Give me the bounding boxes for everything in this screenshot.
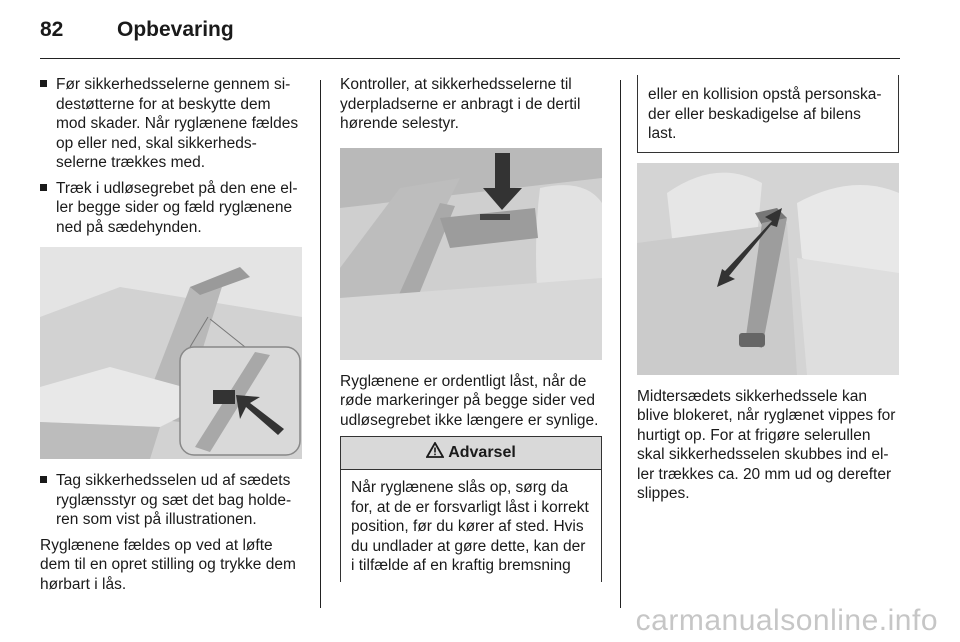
warning-body: Når ryglænene slås op, sørg da for, at de er forsvarligt låst i korrekt position, før du kører af sted. Hvis du undlader at gøre dette, kan der i tilfælde af en kraftig bremsning: [351, 479, 589, 574]
body-paragraph: Ryglænene er ordentligt låst, når de røde markeringer på begge sider ved udløsegrebet ikke længere er synlige.: [340, 372, 599, 429]
bullet-item: [40, 75, 302, 173]
warning-header: [341, 437, 601, 470]
illustration-seat-belt-holder: [40, 247, 302, 459]
square-bullet-icon: [40, 184, 47, 191]
header-rule: [40, 58, 900, 59]
bullet-text: Tag sikkerhedsselen ud af sædets ryglænsstyr og sæt det bag holde-ren som vist på illustrationen.: [56, 472, 292, 528]
bullet-item: [40, 179, 302, 238]
illustration-release-lever: [340, 148, 602, 360]
column-3: [637, 75, 899, 510]
warning-triangle-icon: [426, 442, 444, 464]
column-divider-2: [620, 80, 621, 608]
column-2: [340, 75, 602, 582]
section-title: Opbevaring: [117, 18, 234, 41]
body-paragraph: Ryglænene fældes op ved at løfte dem til en opret stilling og trykke dem hørbart i lås.: [40, 536, 296, 593]
warning-title: Advarsel: [448, 444, 516, 462]
square-bullet-icon: [40, 80, 47, 87]
body-paragraph: Kontroller, at sikkerhedsselerne til yderpladserne er anbragt i de dertil hørende selestyr.: [340, 76, 581, 132]
watermark: carmanualsonline.info: [635, 604, 938, 637]
bullet-text: Før sikkerhedsselerne gennem si-destøtterne for at beskytte dem mod skader. Når ryglænene fældes op eller ned, skal sikkerheds-selerne trækkes med.: [56, 76, 299, 171]
column-divider-1: [320, 80, 321, 608]
warning-continued-box: eller en kollision opstå personska-der eller beskadigelse af bilens last.: [637, 75, 899, 153]
page-number: 82: [40, 18, 64, 41]
bullet-text: Træk i udløsegrebet på den ene el-ler begge sider og fæld ryglænene ned på sædehynden.: [56, 179, 298, 236]
illustration-center-belt: [637, 163, 899, 375]
column-1: [40, 75, 302, 600]
bullet-item: [40, 471, 302, 530]
warning-box: [340, 436, 602, 582]
square-bullet-icon: [40, 476, 47, 483]
body-paragraph: Midtersædets sikkerhedssele kan blive blokeret, når ryglænet vippes for hurtigt op. For at frigøre selerullen skal sikkerhedsselen skubbes ind el-ler trækkes ca. 20 mm ud og derefter slippes.: [637, 387, 896, 502]
